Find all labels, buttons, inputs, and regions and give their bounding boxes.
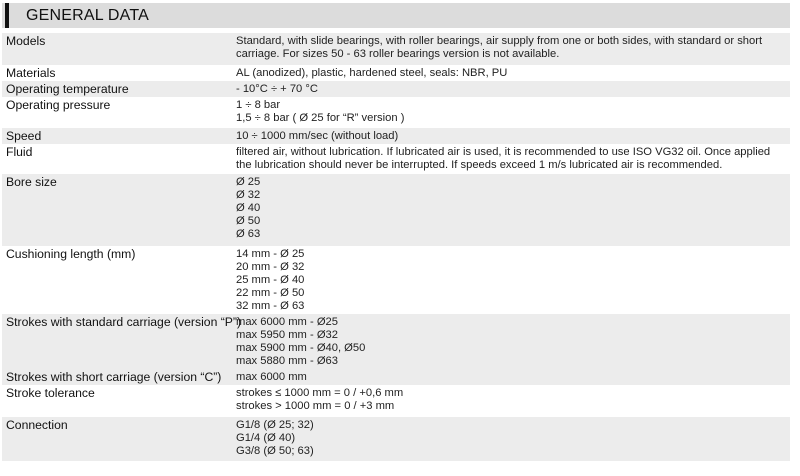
section-header <box>2 3 790 28</box>
spec-label: Materials <box>6 66 56 80</box>
spec-label: Fluid <box>6 145 33 159</box>
spec-row <box>2 97 790 128</box>
spec-value: 20 mm - Ø 32 <box>236 261 305 273</box>
spec-value: strokes > 1000 mm = 0 / +3 mm <box>236 400 395 412</box>
spec-values <box>236 419 784 458</box>
spec-value: Ø 32 <box>236 189 261 201</box>
spec-value: max 6000 mm - Ø25 <box>236 316 338 328</box>
spec-label: Strokes with short carriage (version “C”) <box>6 370 222 384</box>
spec-value: max 5900 mm - Ø40, Ø50 <box>236 342 366 354</box>
header-accent-bar <box>5 3 9 28</box>
spec-value: 22 mm - Ø 50 <box>236 287 305 299</box>
spec-value: - 10°C ÷ + 70 °C <box>236 83 318 95</box>
spec-value: Ø 50 <box>236 215 261 227</box>
spec-value: AL (anodized), plastic, hardened steel, seals: NBR, PU <box>236 67 508 79</box>
spec-value: 1,5 ÷ 8 bar ( Ø 25 for “R” version ) <box>236 112 405 124</box>
spec-label: Cushioning length (mm) <box>6 247 136 261</box>
spec-label: Strokes with standard carriage (version “P”) <box>6 315 242 329</box>
spec-row <box>2 174 790 246</box>
spec-value: 10 ÷ 1000 mm/sec (without load) <box>236 130 399 142</box>
spec-row <box>2 81 790 97</box>
spec-row <box>2 369 790 385</box>
spec-value: G1/8 (Ø 25; 32) <box>236 419 314 431</box>
spec-values <box>236 387 784 413</box>
spec-value: Ø 63 <box>236 228 261 240</box>
spec-value: Ø 40 <box>236 202 261 214</box>
spec-label: Speed <box>6 129 42 143</box>
spec-label: Stroke tolerance <box>6 386 95 400</box>
spec-values <box>236 371 784 384</box>
spec-label: Bore size <box>6 175 57 189</box>
spec-value: Ø 25 <box>236 176 261 188</box>
spec-label: Connection <box>6 418 68 432</box>
spec-values <box>236 316 784 368</box>
spec-row <box>2 314 790 369</box>
spec-value: max 6000 mm <box>236 371 307 383</box>
spec-row <box>2 33 790 65</box>
spec-values <box>236 146 784 172</box>
spec-row <box>2 246 790 314</box>
spec-value: Standard, with slide bearings, with roller bearings, air supply from one or both sides, with standard or short carriage. For sizes 50 - 63 roller bearings version is not available. <box>236 35 763 60</box>
spec-value: 32 mm - Ø 63 <box>236 300 305 312</box>
spec-label: Models <box>6 34 46 48</box>
spec-value: G1/4 (Ø 40) <box>236 432 296 444</box>
spec-row <box>2 144 790 174</box>
spec-label: Operating temperature <box>6 82 129 96</box>
spec-values <box>236 99 784 125</box>
spec-values <box>236 130 784 143</box>
spec-values <box>236 83 784 96</box>
spec-label: Operating pressure <box>6 98 111 112</box>
spec-value: 14 mm - Ø 25 <box>236 248 305 260</box>
section-title: GENERAL DATA <box>26 7 150 24</box>
spec-value: strokes ≤ 1000 mm = 0 / +0,6 mm <box>236 387 404 399</box>
spec-value: 25 mm - Ø 40 <box>236 274 305 286</box>
spec-value: filtered air, without lubrication. If lubricated air is used, it is recommended to use ISO VG32 oil. Once applied the lubrication should never be interrupted. If speeds exceed 1 m/s lubricated air is recommended. <box>236 146 771 171</box>
spec-value: max 5950 mm - Ø32 <box>236 329 338 341</box>
spec-value: 1 ÷ 8 bar <box>236 99 281 111</box>
spec-row <box>2 65 790 81</box>
spec-row <box>2 385 790 417</box>
spec-row <box>2 128 790 144</box>
spec-table <box>2 33 790 461</box>
spec-value: G3/8 (Ø 50; 63) <box>236 445 314 457</box>
spec-values <box>236 176 784 241</box>
spec-values <box>236 67 784 80</box>
spec-values <box>236 35 784 61</box>
spec-value: max 5880 mm - Ø63 <box>236 355 338 367</box>
spec-row <box>2 417 790 461</box>
spec-values <box>236 248 784 313</box>
